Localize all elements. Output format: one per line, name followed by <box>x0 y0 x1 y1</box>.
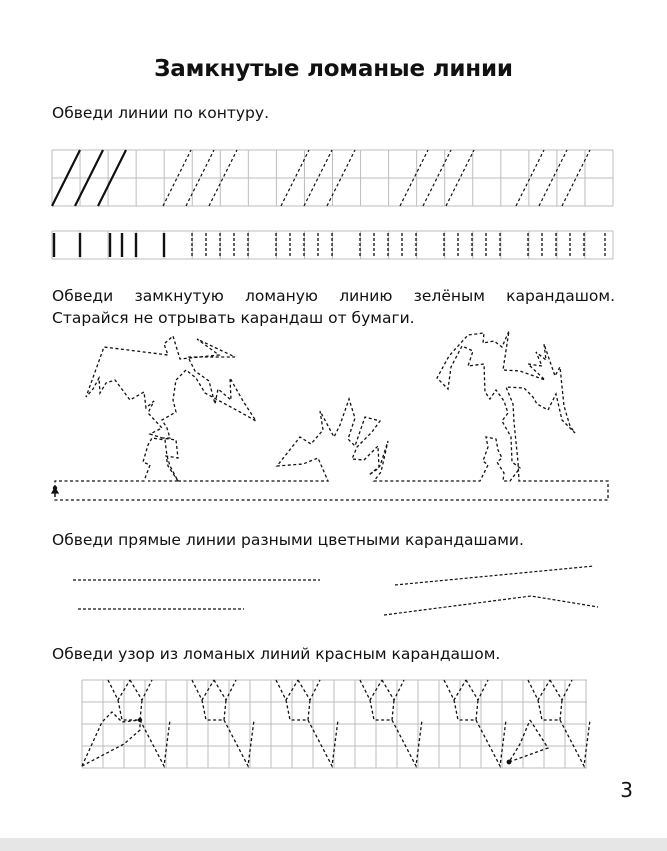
straight-line-3 <box>395 566 594 585</box>
pattern-motif <box>360 680 422 766</box>
pattern-motif <box>444 680 506 766</box>
pattern-motif <box>108 680 170 766</box>
palm-scene-outline <box>55 331 608 500</box>
pattern-motif <box>276 680 338 766</box>
page-title: Замкнутые ломаные линии <box>154 56 513 82</box>
broken-line-pattern[interactable] <box>82 680 590 766</box>
task-1-instruction: Обведи линии по контуру. <box>52 104 269 122</box>
vertical-tracing-lines[interactable] <box>54 233 605 257</box>
pattern-motif <box>528 680 590 766</box>
start-arrow-icon <box>52 488 58 497</box>
pattern-end-segment <box>509 720 548 762</box>
task-4-instruction: Обведи узор из ломаных линий красным карандашом. <box>52 645 501 663</box>
task-2-instruction: Обведи замкнутую ломаную линию зелёным карандашом. Старайся не отрывать карандаш от бумаги. <box>52 287 615 327</box>
task-3-instruction: Обведи прямые линии разными цветными карандашами. <box>52 531 524 549</box>
broken-line-4 <box>384 596 598 615</box>
straight-tracing-lines[interactable] <box>73 566 598 615</box>
bottom-band <box>0 838 667 851</box>
closed-broken-line-palms[interactable] <box>55 331 608 500</box>
page-number: 3 <box>620 778 633 802</box>
pattern-start-dots <box>138 718 512 765</box>
pattern-motif <box>192 680 254 766</box>
